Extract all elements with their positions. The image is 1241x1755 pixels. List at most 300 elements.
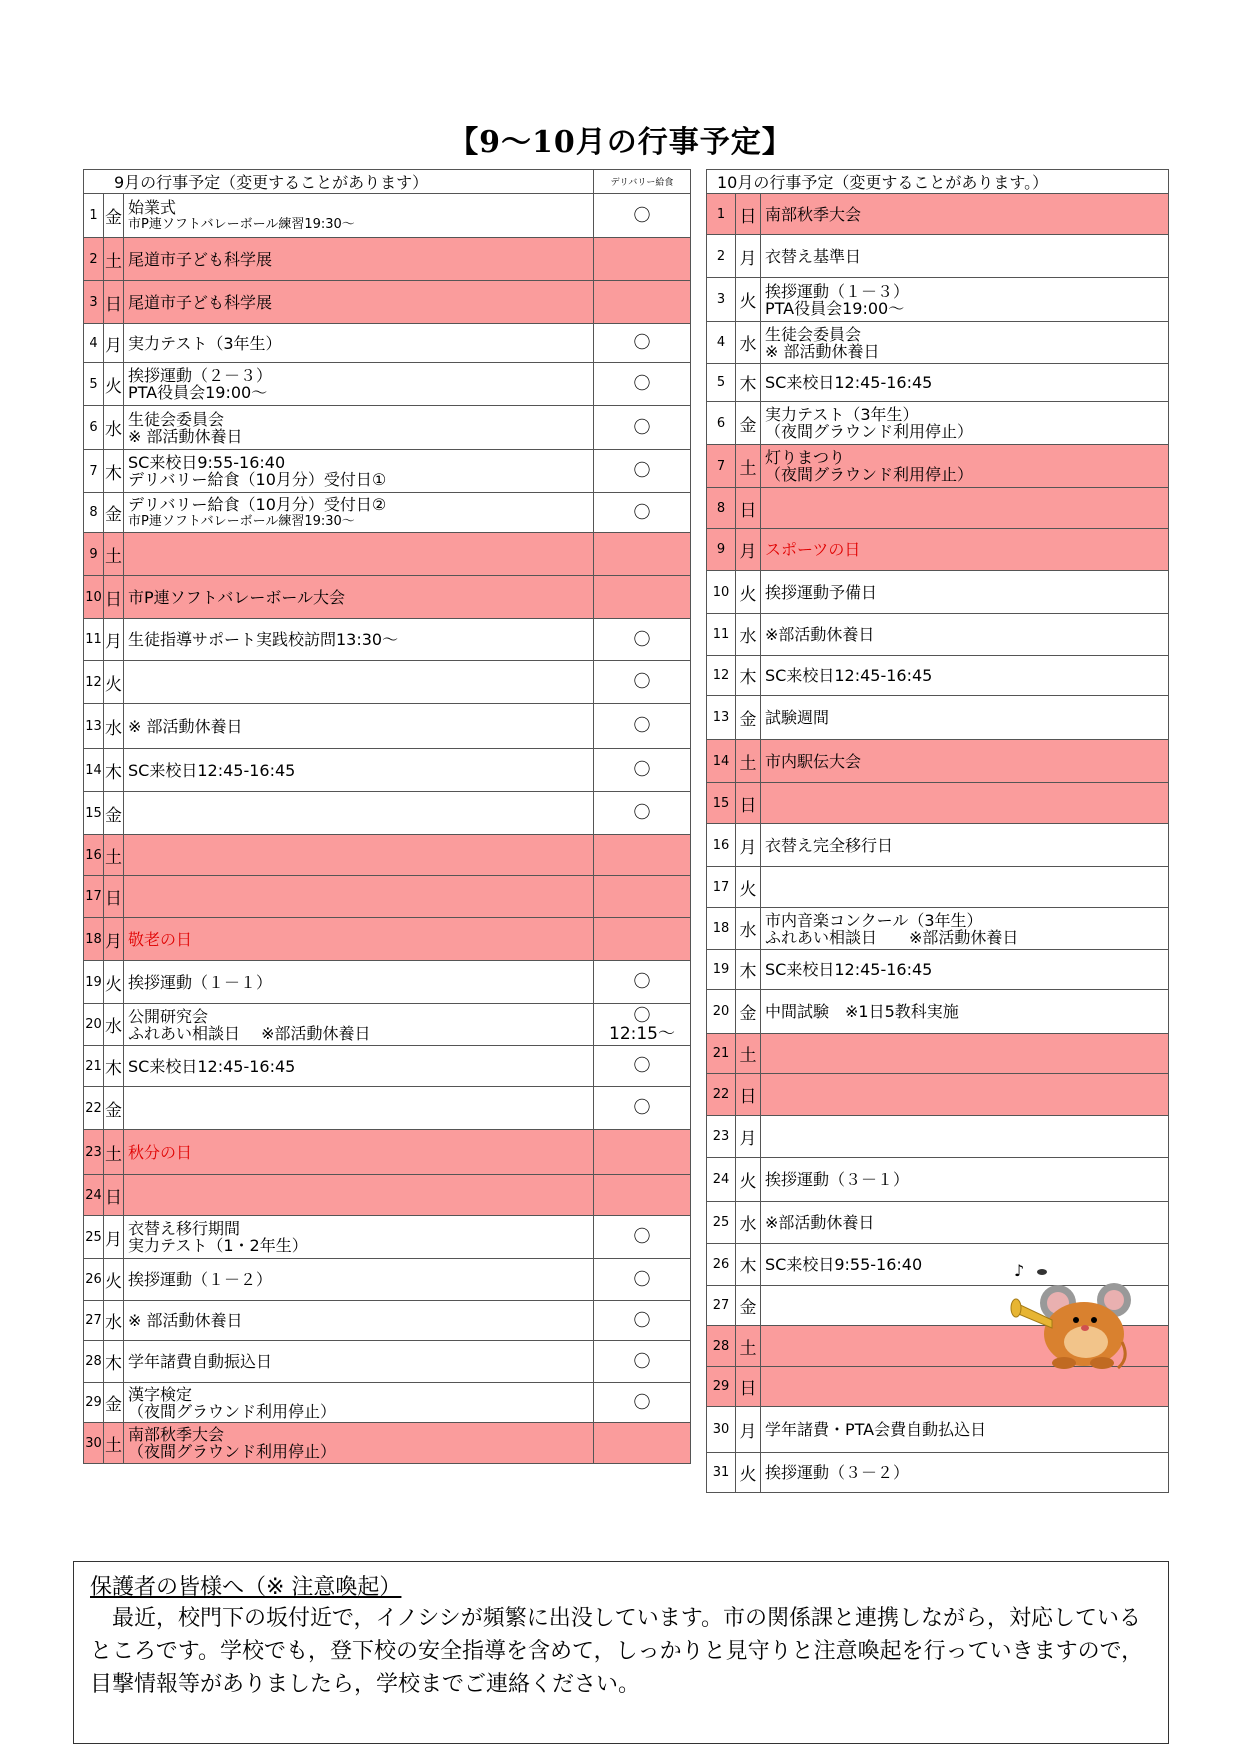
delivery-lunch-cell	[594, 363, 691, 406]
delivery-lunch-cell	[594, 918, 691, 961]
event-cell	[124, 1259, 594, 1301]
day-number: 3	[707, 278, 736, 322]
event-line-1: 南部秋季大会	[128, 1425, 225, 1444]
weekday: 火	[104, 661, 124, 704]
day-number: 9	[84, 533, 104, 576]
day-number: 26	[84, 1259, 104, 1301]
event-line-1: 挨拶運動（２－３）	[128, 366, 273, 385]
event-line-1: 生徒会委員会	[765, 324, 862, 344]
event-line-1: 尾道市子ども科学展	[128, 249, 273, 269]
event-cell	[124, 1341, 594, 1383]
event-line-1: SC来校日12:45-16:45	[765, 666, 933, 685]
september-day-row	[84, 619, 691, 661]
event-cell	[761, 445, 1169, 488]
september-day-row	[84, 363, 691, 406]
september-day-row	[84, 1301, 691, 1341]
day-number: 18	[707, 908, 736, 950]
day-number: 19	[84, 961, 104, 1004]
september-day-row	[84, 281, 691, 324]
october-day-row	[707, 278, 1169, 322]
notice-body: 最近，校門下の坂付近で，イノシシが頻繁に出没しています。市の関係課と連携しながら，対応しているところです。学校でも，登下校の安全指導を含めて，しっかりと見守りと注意喚起を行っていきますので，目撃情報等がありましたら，学校までご連絡ください。	[90, 1606, 1144, 1697]
october-day-row	[707, 990, 1169, 1034]
day-number: 1	[84, 194, 104, 238]
weekday: 火	[736, 867, 761, 908]
september-day-row	[84, 1046, 691, 1087]
weekday: 月	[736, 529, 761, 571]
day-number: 17	[707, 867, 736, 908]
event-cell	[761, 783, 1169, 824]
october-day-row	[707, 488, 1169, 529]
event-line-2: （夜間グラウンド利用停止）	[128, 1401, 337, 1421]
event-line-1: 尾道市子ども科学展	[128, 292, 273, 312]
september-day-row	[84, 1175, 691, 1216]
notice-heading: 保護者の皆様へ（※ 注意喚起）	[90, 1575, 402, 1600]
september-day-row	[84, 493, 691, 533]
weekday: 日	[736, 194, 761, 235]
day-number: 25	[84, 1216, 104, 1259]
day-number: 22	[84, 1087, 104, 1130]
weekday: 水	[736, 1202, 761, 1244]
event-line-2: 市P連ソフトバレーボール練習19:30～	[128, 513, 355, 529]
delivery-lunch-cell	[594, 450, 691, 493]
event-line-1: 始業式	[128, 197, 177, 217]
event-cell	[761, 364, 1169, 402]
day-number: 23	[84, 1130, 104, 1175]
lunch-mark: 〇	[633, 374, 651, 394]
event-line-1: デリバリー給食（10月分）受付日②	[128, 494, 387, 514]
september-header-row	[84, 170, 691, 194]
weekday: 水	[736, 614, 761, 656]
delivery-lunch-cell	[594, 1301, 691, 1341]
september-day-row	[84, 576, 691, 619]
event-cell	[124, 1087, 594, 1130]
october-header: 10月の行事予定（変更することがあります。）	[707, 170, 1169, 194]
event-cell	[124, 792, 594, 835]
day-number: 14	[84, 749, 104, 792]
lunch-mark: 〇	[633, 716, 651, 736]
event-cell	[761, 1407, 1169, 1453]
weekday: 日	[104, 576, 124, 619]
delivery-lunch-cell	[594, 704, 691, 749]
event-line-2: （夜間グラウンド利用停止）	[128, 1442, 337, 1461]
event-cell	[761, 529, 1169, 571]
event-line-1: 挨拶運動（３－２）	[765, 1463, 910, 1482]
weekday: 木	[736, 950, 761, 990]
october-day-row	[707, 364, 1169, 402]
weekday: 月	[104, 324, 124, 363]
delivery-lunch-cell	[594, 961, 691, 1004]
event-line-1: SC来校日12:45-16:45	[765, 960, 933, 979]
october-day-row	[707, 696, 1169, 740]
day-number: 19	[707, 950, 736, 990]
weekday: 火	[736, 278, 761, 322]
lunch-mark: 〇	[633, 333, 651, 353]
weekday: 日	[736, 1367, 761, 1407]
october-day-row	[707, 783, 1169, 824]
september-day-row	[84, 1004, 691, 1046]
weekday: 月	[736, 1407, 761, 1453]
october-day-row	[707, 740, 1169, 783]
day-number: 30	[707, 1407, 736, 1453]
weekday: 火	[736, 571, 761, 614]
weekday: 金	[736, 402, 761, 445]
october-day-row	[707, 235, 1169, 278]
delivery-lunch-cell	[594, 619, 691, 661]
event-line-1: 市内駅伝大会	[765, 751, 862, 771]
lunch-mark: 〇	[633, 672, 651, 692]
day-number: 31	[707, 1453, 736, 1493]
lunch-mark: 〇	[633, 972, 651, 992]
day-number: 9	[707, 529, 736, 571]
event-line-1: 中間試験 ※1日5教科実施	[765, 1002, 959, 1021]
event-cell	[761, 322, 1169, 364]
event-line-1: 挨拶運動（１－１）	[128, 972, 273, 992]
lunch-time: 12:15～	[609, 1023, 675, 1044]
september-day-row	[84, 194, 691, 238]
lunch-mark: 〇	[633, 1227, 651, 1247]
event-line-1: SC来校日12:45-16:45	[765, 373, 933, 392]
september-day-row	[84, 406, 691, 450]
event-line-1: 試験週間	[765, 708, 830, 727]
weekday: 火	[736, 1453, 761, 1493]
event-cell	[761, 1453, 1169, 1493]
event-cell	[761, 908, 1169, 950]
event-cell	[124, 493, 594, 533]
october-day-row	[707, 194, 1169, 235]
weekday: 日	[736, 488, 761, 529]
day-number: 5	[84, 363, 104, 406]
event-cell	[761, 614, 1169, 656]
september-day-row	[84, 1383, 691, 1423]
day-number: 28	[707, 1326, 736, 1367]
weekday: 土	[736, 740, 761, 783]
september-day-row	[84, 704, 691, 749]
day-number: 20	[707, 990, 736, 1034]
event-cell	[761, 488, 1169, 529]
event-cell	[124, 619, 594, 661]
delivery-lunch-cell	[594, 749, 691, 792]
day-number: 22	[707, 1074, 736, 1116]
event-cell	[761, 1116, 1169, 1158]
september-day-row	[84, 661, 691, 704]
october-day-row	[707, 950, 1169, 990]
weekday: 日	[736, 783, 761, 824]
october-day-row	[707, 908, 1169, 950]
weekday: 月	[104, 619, 124, 661]
day-number: 8	[707, 488, 736, 529]
september-day-row	[84, 1423, 691, 1464]
lunch-mark: 〇	[633, 1310, 651, 1331]
october-day-row	[707, 1116, 1169, 1158]
event-line-1: スポーツの日	[765, 540, 861, 559]
weekday: 月	[736, 824, 761, 867]
september-day-row	[84, 876, 691, 918]
event-cell	[761, 1202, 1169, 1244]
event-cell	[124, 324, 594, 363]
delivery-lunch-cell	[594, 835, 691, 876]
day-number: 6	[707, 402, 736, 445]
day-number: 13	[707, 696, 736, 740]
event-line-2: （夜間グラウンド利用停止）	[765, 422, 974, 441]
event-cell	[761, 696, 1169, 740]
event-line-2: ※ 部活動休養日	[128, 426, 243, 446]
september-day-row	[84, 533, 691, 576]
delivery-lunch-cell	[594, 1046, 691, 1087]
event-line-1: 漢字検定	[128, 1384, 193, 1404]
event-line-1: 秋分の日	[128, 1142, 193, 1162]
september-day-row	[84, 918, 691, 961]
event-cell	[124, 1175, 594, 1216]
event-line-1: 挨拶運動（１－２）	[128, 1270, 273, 1289]
event-line-1: 挨拶運動（１－３）	[765, 281, 910, 301]
day-number: 2	[707, 235, 736, 278]
lunch-mark: 〇	[633, 417, 651, 438]
delivery-lunch-cell	[594, 1259, 691, 1301]
day-number: 13	[84, 704, 104, 749]
day-number: 25	[707, 1202, 736, 1244]
october-day-row	[707, 1074, 1169, 1116]
october-day-row	[707, 1453, 1169, 1493]
event-line-2: PTA役員会19:00～	[128, 383, 268, 402]
september-day-row	[84, 1087, 691, 1130]
event-cell	[124, 835, 594, 876]
day-number: 20	[84, 1004, 104, 1046]
weekday: 水	[104, 1004, 124, 1046]
day-number: 1	[707, 194, 736, 235]
day-number: 8	[84, 493, 104, 533]
event-cell	[124, 194, 594, 238]
event-cell	[124, 1004, 594, 1046]
september-day-row	[84, 835, 691, 876]
event-cell	[761, 1158, 1169, 1202]
weekday: 木	[104, 749, 124, 792]
event-line-1: 市P連ソフトバレーボール大会	[128, 587, 346, 607]
october-day-row	[707, 1202, 1169, 1244]
october-day-row	[707, 656, 1169, 696]
event-line-1: SC来校日12:45-16:45	[128, 1056, 296, 1076]
event-cell	[761, 990, 1169, 1034]
event-cell	[124, 1130, 594, 1175]
event-cell	[124, 749, 594, 792]
weekday: 土	[104, 1130, 124, 1175]
event-line-1: 衣替え基準日	[765, 246, 862, 266]
event-line-1: 灯りまつり	[765, 448, 846, 467]
weekday: 木	[104, 1046, 124, 1087]
day-number: 26	[707, 1244, 736, 1286]
weekday: 金	[104, 1087, 124, 1130]
weekday: 水	[736, 322, 761, 364]
weekday: 火	[104, 1259, 124, 1301]
lunch-mark: 〇	[633, 629, 651, 650]
event-cell	[761, 950, 1169, 990]
event-line-1: SC来校日9:55-16:40	[128, 453, 286, 472]
september-day-row	[84, 1341, 691, 1383]
event-cell	[761, 1074, 1169, 1116]
event-cell	[761, 656, 1169, 696]
day-number: 7	[707, 445, 736, 488]
event-cell	[761, 194, 1169, 235]
delivery-lunch-cell	[594, 661, 691, 704]
weekday: 水	[104, 406, 124, 450]
weekday: 月	[104, 918, 124, 961]
september-day-row	[84, 1259, 691, 1301]
delivery-lunch-cell	[594, 792, 691, 835]
delivery-lunch-cell	[594, 576, 691, 619]
event-line-1: 市内音楽コンクール（3年生）	[765, 910, 983, 930]
event-line-1: 挨拶運動予備日	[765, 582, 878, 602]
september-day-row	[84, 961, 691, 1004]
event-cell	[124, 876, 594, 918]
delivery-lunch-cell	[594, 1175, 691, 1216]
september-day-row	[84, 450, 691, 493]
day-number: 12	[84, 661, 104, 704]
event-cell	[124, 281, 594, 324]
weekday: 月	[104, 1216, 124, 1259]
event-line-1: 実力テスト（3年生）	[128, 333, 282, 353]
october-day-row	[707, 824, 1169, 867]
day-number: 4	[84, 324, 104, 363]
september-header: 9月の行事予定（変更することがあります）	[84, 170, 594, 194]
delivery-lunch-cell	[594, 1004, 691, 1046]
weekday: 金	[736, 696, 761, 740]
weekday: 木	[736, 656, 761, 696]
delivery-lunch-cell	[594, 1130, 691, 1175]
delivery-lunch-cell	[594, 238, 691, 281]
day-number: 12	[707, 656, 736, 696]
lunch-mark: 〇	[633, 461, 651, 481]
event-line-1: ※部活動休養日	[765, 1213, 875, 1232]
page-title: 【9～10月の行事予定】	[448, 125, 793, 160]
event-line-1: 実力テスト（3年生）	[765, 405, 919, 424]
event-line-1: ※ 部活動休養日	[128, 1311, 243, 1330]
delivery-lunch-cell	[594, 876, 691, 918]
event-line-2: （夜間グラウンド利用停止）	[765, 465, 974, 484]
october-day-row	[707, 1407, 1169, 1453]
event-line-1: 学年諸費・PTA会費自動払込日	[765, 1420, 987, 1439]
day-number: 16	[707, 824, 736, 867]
event-cell	[124, 1423, 594, 1464]
day-number: 28	[84, 1341, 104, 1383]
weekday: 日	[104, 281, 124, 324]
event-cell	[124, 1216, 594, 1259]
september-day-row	[84, 749, 691, 792]
weekday: 土	[104, 238, 124, 281]
day-number: 27	[707, 1286, 736, 1326]
september-calendar-table	[83, 169, 691, 1464]
delivery-lunch-cell	[594, 194, 691, 238]
event-line-2: ※ 部活動休養日	[765, 341, 880, 361]
event-line-2: デリバリー給食（10月分）受付日①	[128, 470, 387, 489]
october-day-row	[707, 1034, 1169, 1074]
event-line-2: ふれあい相談日 ※部活動休養日	[128, 1023, 371, 1043]
day-number: 27	[84, 1301, 104, 1341]
lunch-mark: 〇	[633, 1005, 651, 1026]
day-number: 24	[707, 1158, 736, 1202]
lunch-mark: 〇	[633, 1056, 651, 1076]
october-day-row	[707, 571, 1169, 614]
event-cell	[761, 867, 1169, 908]
day-number: 10	[707, 571, 736, 614]
weekday: 土	[736, 445, 761, 488]
lunch-mark: 〇	[633, 1392, 651, 1413]
october-day-row	[707, 445, 1169, 488]
weekday: 土	[104, 533, 124, 576]
day-number: 11	[84, 619, 104, 661]
weekday: 金	[736, 990, 761, 1034]
event-cell	[124, 238, 594, 281]
day-number: 16	[84, 835, 104, 876]
day-number: 29	[84, 1383, 104, 1423]
lunch-mark: 〇	[633, 205, 651, 226]
event-line-1: 学年諸費自動振込日	[128, 1352, 273, 1371]
event-cell	[124, 450, 594, 493]
delivery-lunch-cell	[594, 406, 691, 450]
day-number: 7	[84, 450, 104, 493]
event-line-1: SC来校日9:55-16:40	[765, 1255, 923, 1274]
event-cell	[124, 406, 594, 450]
notice-box	[73, 1561, 1169, 1744]
day-number: 23	[707, 1116, 736, 1158]
event-cell	[124, 661, 594, 704]
weekday: 金	[736, 1286, 761, 1326]
event-cell	[124, 1301, 594, 1341]
event-line-1: 挨拶運動（３－１）	[765, 1170, 910, 1189]
event-cell	[761, 235, 1169, 278]
day-number: 30	[84, 1423, 104, 1464]
lunch-mark: 〇	[633, 1098, 651, 1118]
delivery-lunch-cell	[594, 281, 691, 324]
event-cell	[124, 533, 594, 576]
weekday: 水	[104, 1301, 124, 1341]
october-day-row	[707, 529, 1169, 571]
svg-text:♪: ♪	[1014, 1261, 1025, 1280]
day-number: 14	[707, 740, 736, 783]
event-line-2: ふれあい相談日 ※部活動休養日	[765, 927, 1019, 947]
lunch-mark: 〇	[633, 1269, 651, 1290]
delivery-lunch-cell	[594, 1341, 691, 1383]
day-number: 24	[84, 1175, 104, 1216]
delivery-lunch-cell	[594, 1216, 691, 1259]
day-number: 21	[707, 1034, 736, 1074]
weekday: 土	[736, 1034, 761, 1074]
delivery-lunch-cell	[594, 1423, 691, 1464]
lunch-mark: 〇	[633, 1351, 651, 1372]
event-line-1: ※ 部活動休養日	[128, 716, 243, 736]
delivery-lunch-cell	[594, 493, 691, 533]
day-number: 17	[84, 876, 104, 918]
event-cell	[124, 1046, 594, 1087]
weekday: 火	[104, 961, 124, 1004]
delivery-lunch-cell	[594, 533, 691, 576]
day-number: 29	[707, 1367, 736, 1407]
day-number: 3	[84, 281, 104, 324]
event-line-2: 実力テスト（1・2年生）	[128, 1236, 308, 1255]
day-number: 18	[84, 918, 104, 961]
day-number: 11	[707, 614, 736, 656]
october-day-row	[707, 322, 1169, 364]
weekday: 金	[104, 1383, 124, 1423]
event-line-2: 市P連ソフトバレーボール練習19:30～	[128, 216, 355, 232]
event-cell	[124, 961, 594, 1004]
day-number: 4	[707, 322, 736, 364]
lunch-mark: 〇	[633, 760, 651, 780]
weekday: 月	[736, 1116, 761, 1158]
event-cell	[124, 576, 594, 619]
october-day-row	[707, 867, 1169, 908]
october-day-row	[707, 614, 1169, 656]
weekday: 土	[104, 1423, 124, 1464]
weekday: 金	[104, 792, 124, 835]
